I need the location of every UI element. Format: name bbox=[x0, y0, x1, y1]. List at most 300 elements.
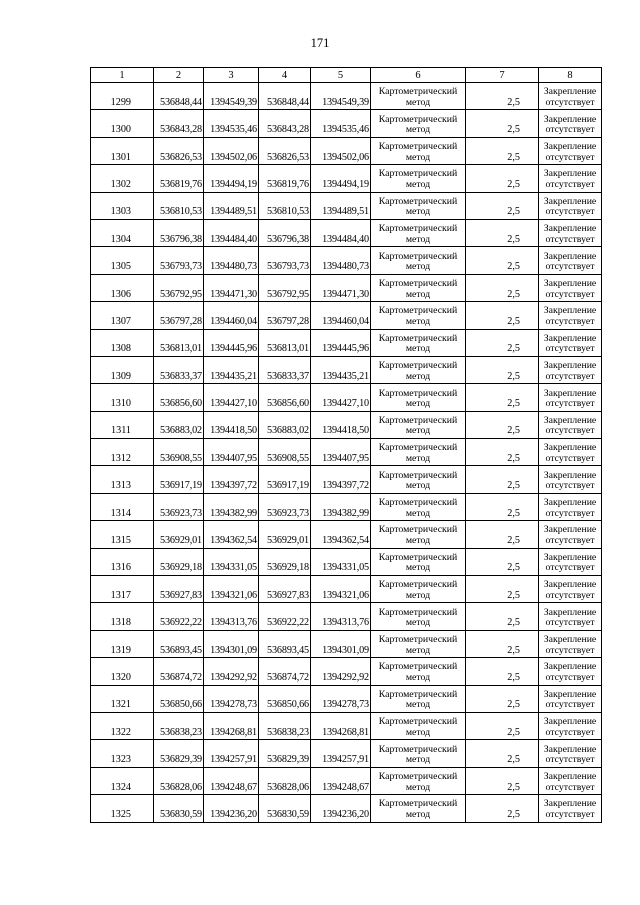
x-coordinate-new-cell: 536927,83 bbox=[259, 576, 311, 603]
point-number-cell: 1303 bbox=[91, 192, 154, 219]
method-cell bbox=[371, 411, 466, 438]
method-cell bbox=[371, 439, 466, 466]
table-row bbox=[91, 795, 602, 822]
x-coordinate-new-cell: 536792,95 bbox=[259, 274, 311, 301]
point-number-cell: 1299 bbox=[91, 83, 154, 110]
x-coordinate-cell: 536833,37 bbox=[154, 356, 204, 383]
fixation-cell bbox=[539, 795, 602, 822]
fixation-line-2: отсутствует bbox=[545, 754, 595, 766]
header-col-4: 4 bbox=[259, 68, 311, 83]
method-cell bbox=[371, 712, 466, 739]
x-coordinate-new-cell: 536813,01 bbox=[259, 329, 311, 356]
x-coordinate-new-cell: 536929,01 bbox=[259, 521, 311, 548]
method-line-1: Картометрический bbox=[378, 223, 458, 235]
point-number-cell: 1302 bbox=[91, 165, 154, 192]
table-body bbox=[91, 83, 602, 823]
method-line-1: Картометрический bbox=[378, 360, 458, 372]
y-coordinate-new-cell: 1394313,76 bbox=[311, 603, 371, 630]
method-line-2: метод bbox=[405, 562, 431, 574]
method-line-2: метод bbox=[405, 699, 431, 711]
point-number-cell: 1314 bbox=[91, 493, 154, 520]
fixation-line-2: отсутствует bbox=[545, 96, 595, 108]
fixation-line-1: Закрепление bbox=[543, 743, 597, 755]
table-row bbox=[91, 658, 602, 685]
accuracy-cell: 2,5 bbox=[466, 411, 539, 438]
x-coordinate-cell: 536829,39 bbox=[154, 740, 204, 767]
fixation-cell bbox=[539, 603, 602, 630]
table-row bbox=[91, 548, 602, 575]
point-number-cell: 1308 bbox=[91, 329, 154, 356]
table-row bbox=[91, 274, 602, 301]
method-line-2: метод bbox=[405, 589, 431, 601]
table-row bbox=[91, 603, 602, 630]
y-coordinate-cell: 1394313,76 bbox=[204, 603, 259, 630]
accuracy-cell: 2,5 bbox=[466, 795, 539, 822]
fixation-cell bbox=[539, 685, 602, 712]
fixation-line-1: Закрепление bbox=[543, 688, 597, 700]
y-coordinate-new-cell: 1394549,39 bbox=[311, 83, 371, 110]
accuracy-cell: 2,5 bbox=[466, 576, 539, 603]
fixation-cell bbox=[539, 658, 602, 685]
accuracy-cell: 2,5 bbox=[466, 740, 539, 767]
point-number-cell: 1313 bbox=[91, 466, 154, 493]
y-coordinate-cell: 1394435,21 bbox=[204, 356, 259, 383]
point-number-cell: 1321 bbox=[91, 685, 154, 712]
x-coordinate-cell: 536929,18 bbox=[154, 548, 204, 575]
x-coordinate-new-cell: 536917,19 bbox=[259, 466, 311, 493]
method-line-1: Картометрический bbox=[378, 551, 458, 563]
fixation-line-2: отсутствует bbox=[545, 398, 595, 410]
table-row bbox=[91, 219, 602, 246]
x-coordinate-new-cell: 536830,59 bbox=[259, 795, 311, 822]
table-row bbox=[91, 137, 602, 164]
point-number-cell: 1324 bbox=[91, 767, 154, 794]
method-cell bbox=[371, 165, 466, 192]
fixation-line-2: отсутствует bbox=[545, 206, 595, 218]
fixation-cell bbox=[539, 576, 602, 603]
fixation-line-1: Закрепление bbox=[543, 86, 597, 98]
fixation-line-1: Закрепление bbox=[543, 770, 597, 782]
fixation-line-2: отсутствует bbox=[545, 452, 595, 464]
accuracy-cell: 2,5 bbox=[466, 493, 539, 520]
point-number-cell: 1300 bbox=[91, 110, 154, 137]
method-line-2: метод bbox=[405, 726, 431, 738]
fixation-cell bbox=[539, 274, 602, 301]
y-coordinate-cell: 1394257,91 bbox=[204, 740, 259, 767]
fixation-line-1: Закрепление bbox=[543, 332, 597, 344]
fixation-cell bbox=[539, 247, 602, 274]
fixation-cell bbox=[539, 411, 602, 438]
fixation-line-2: отсутствует bbox=[545, 808, 595, 820]
fixation-line-2: отсутствует bbox=[545, 178, 595, 190]
x-coordinate-new-cell: 536874,72 bbox=[259, 658, 311, 685]
method-line-1: Картометрический bbox=[378, 743, 458, 755]
method-line-1: Картометрический bbox=[378, 332, 458, 344]
fixation-line-1: Закрепление bbox=[543, 634, 597, 646]
method-line-2: метод bbox=[405, 151, 431, 163]
y-coordinate-new-cell: 1394397,72 bbox=[311, 466, 371, 493]
x-coordinate-cell: 536908,55 bbox=[154, 439, 204, 466]
fixation-cell bbox=[539, 110, 602, 137]
method-cell bbox=[371, 384, 466, 411]
method-line-2: метод bbox=[405, 315, 431, 327]
page-number: 171 bbox=[310, 36, 330, 50]
fixation-line-2: отсутствует bbox=[545, 781, 595, 793]
y-coordinate-new-cell: 1394236,20 bbox=[311, 795, 371, 822]
coordinates-table bbox=[90, 67, 602, 823]
x-coordinate-new-cell: 536810,53 bbox=[259, 192, 311, 219]
fixation-cell bbox=[539, 137, 602, 164]
x-coordinate-new-cell: 536826,53 bbox=[259, 137, 311, 164]
y-coordinate-cell: 1394502,06 bbox=[204, 137, 259, 164]
x-coordinate-cell: 536813,01 bbox=[154, 329, 204, 356]
fixation-line-1: Закрепление bbox=[543, 195, 597, 207]
fixation-cell bbox=[539, 712, 602, 739]
accuracy-cell: 2,5 bbox=[466, 439, 539, 466]
accuracy-cell: 2,5 bbox=[466, 712, 539, 739]
method-line-2: метод bbox=[405, 535, 431, 547]
y-coordinate-cell: 1394248,67 bbox=[204, 767, 259, 794]
table-row bbox=[91, 767, 602, 794]
method-line-1: Картометрический bbox=[378, 168, 458, 180]
fixation-line-1: Закрепление bbox=[543, 360, 597, 372]
y-coordinate-new-cell: 1394301,09 bbox=[311, 630, 371, 657]
point-number-cell: 1317 bbox=[91, 576, 154, 603]
table-row bbox=[91, 329, 602, 356]
method-cell bbox=[371, 247, 466, 274]
method-line-2: метод bbox=[405, 124, 431, 136]
method-line-2: метод bbox=[405, 672, 431, 683]
fixation-cell bbox=[539, 439, 602, 466]
table-row bbox=[91, 521, 602, 548]
accuracy-cell: 2,5 bbox=[466, 548, 539, 575]
table-row bbox=[91, 576, 602, 603]
fixation-line-2: отсутствует bbox=[545, 672, 595, 683]
method-line-1: Картометрический bbox=[378, 277, 458, 289]
x-coordinate-cell: 536797,28 bbox=[154, 302, 204, 329]
method-line-2: метод bbox=[405, 480, 431, 492]
method-line-1: Картометрический bbox=[378, 716, 458, 728]
point-number-cell: 1322 bbox=[91, 712, 154, 739]
x-coordinate-new-cell: 536929,18 bbox=[259, 548, 311, 575]
y-coordinate-new-cell: 1394489,51 bbox=[311, 192, 371, 219]
method-line-1: Картометрический bbox=[378, 606, 458, 618]
table-row bbox=[91, 165, 602, 192]
fixation-line-2: отсутствует bbox=[545, 589, 595, 601]
method-line-1: Картометрический bbox=[378, 195, 458, 207]
x-coordinate-cell: 536922,22 bbox=[154, 603, 204, 630]
method-line-2: метод bbox=[405, 343, 431, 355]
y-coordinate-new-cell: 1394494,19 bbox=[311, 165, 371, 192]
fixation-line-1: Закрепление bbox=[543, 250, 597, 262]
y-coordinate-cell: 1394549,39 bbox=[204, 83, 259, 110]
header-col-3: 3 bbox=[204, 68, 259, 83]
method-line-2: метод bbox=[405, 206, 431, 218]
x-coordinate-cell: 536874,72 bbox=[154, 658, 204, 685]
point-number-cell: 1320 bbox=[91, 658, 154, 685]
fixation-line-2: отсутствует bbox=[545, 617, 595, 629]
fixation-line-1: Закрепление bbox=[543, 442, 597, 454]
accuracy-cell: 2,5 bbox=[466, 466, 539, 493]
x-coordinate-new-cell: 536883,02 bbox=[259, 411, 311, 438]
table-row bbox=[91, 247, 602, 274]
method-line-1: Картометрический bbox=[378, 250, 458, 262]
method-line-1: Картометрический bbox=[378, 770, 458, 782]
fixation-line-1: Закрепление bbox=[543, 168, 597, 180]
x-coordinate-cell: 536819,76 bbox=[154, 165, 204, 192]
fixation-cell bbox=[539, 356, 602, 383]
accuracy-cell: 2,5 bbox=[466, 658, 539, 685]
x-coordinate-cell: 536843,28 bbox=[154, 110, 204, 137]
table-row bbox=[91, 493, 602, 520]
fixation-line-2: отсутствует bbox=[545, 644, 595, 656]
accuracy-cell: 2,5 bbox=[466, 274, 539, 301]
x-coordinate-new-cell: 536856,60 bbox=[259, 384, 311, 411]
y-coordinate-cell: 1394278,73 bbox=[204, 685, 259, 712]
y-coordinate-cell: 1394268,81 bbox=[204, 712, 259, 739]
method-line-2: метод bbox=[405, 425, 431, 437]
method-line-1: Картометрический bbox=[378, 579, 458, 591]
table-row bbox=[91, 110, 602, 137]
accuracy-cell: 2,5 bbox=[466, 329, 539, 356]
fixation-line-2: отсутствует bbox=[545, 699, 595, 711]
fixation-line-2: отсутствует bbox=[545, 124, 595, 136]
y-coordinate-new-cell: 1394418,50 bbox=[311, 411, 371, 438]
method-cell bbox=[371, 137, 466, 164]
y-coordinate-cell: 1394535,46 bbox=[204, 110, 259, 137]
fixation-line-2: отсутствует bbox=[545, 261, 595, 273]
fixation-line-2: отсутствует bbox=[545, 562, 595, 574]
y-coordinate-new-cell: 1394382,99 bbox=[311, 493, 371, 520]
accuracy-cell: 2,5 bbox=[466, 137, 539, 164]
accuracy-cell: 2,5 bbox=[466, 192, 539, 219]
accuracy-cell: 2,5 bbox=[466, 356, 539, 383]
table-row bbox=[91, 740, 602, 767]
fixation-cell bbox=[539, 630, 602, 657]
y-coordinate-new-cell: 1394407,95 bbox=[311, 439, 371, 466]
method-cell bbox=[371, 767, 466, 794]
point-number-cell: 1301 bbox=[91, 137, 154, 164]
point-number-cell: 1307 bbox=[91, 302, 154, 329]
table-row bbox=[91, 466, 602, 493]
method-cell bbox=[371, 192, 466, 219]
y-coordinate-new-cell: 1394535,46 bbox=[311, 110, 371, 137]
point-number-cell: 1323 bbox=[91, 740, 154, 767]
method-line-2: метод bbox=[405, 617, 431, 629]
point-number-cell: 1306 bbox=[91, 274, 154, 301]
method-line-2: метод bbox=[405, 644, 431, 656]
y-coordinate-cell: 1394494,19 bbox=[204, 165, 259, 192]
method-cell bbox=[371, 302, 466, 329]
method-line-2: метод bbox=[405, 178, 431, 190]
y-coordinate-new-cell: 1394321,06 bbox=[311, 576, 371, 603]
method-line-1: Картометрический bbox=[378, 688, 458, 700]
y-coordinate-cell: 1394407,95 bbox=[204, 439, 259, 466]
accuracy-cell: 2,5 bbox=[466, 165, 539, 192]
method-cell bbox=[371, 795, 466, 822]
method-cell bbox=[371, 630, 466, 657]
point-number-cell: 1319 bbox=[91, 630, 154, 657]
table-row bbox=[91, 411, 602, 438]
y-coordinate-new-cell: 1394257,91 bbox=[311, 740, 371, 767]
x-coordinate-cell: 536796,38 bbox=[154, 219, 204, 246]
y-coordinate-new-cell: 1394427,10 bbox=[311, 384, 371, 411]
fixation-cell bbox=[539, 466, 602, 493]
method-line-1: Картометрический bbox=[378, 798, 458, 810]
fixation-line-1: Закрепление bbox=[543, 140, 597, 152]
method-line-1: Картометрический bbox=[378, 86, 458, 98]
accuracy-cell: 2,5 bbox=[466, 603, 539, 630]
fixation-line-2: отсутствует bbox=[545, 370, 595, 382]
fixation-line-1: Закрепление bbox=[543, 798, 597, 810]
method-cell bbox=[371, 219, 466, 246]
method-line-2: метод bbox=[405, 261, 431, 273]
header-col-7: 7 bbox=[466, 68, 539, 83]
y-coordinate-new-cell: 1394331,05 bbox=[311, 548, 371, 575]
x-coordinate-new-cell: 536793,73 bbox=[259, 247, 311, 274]
fixation-cell bbox=[539, 219, 602, 246]
fixation-line-1: Закрепление bbox=[543, 305, 597, 317]
y-coordinate-cell: 1394480,73 bbox=[204, 247, 259, 274]
y-coordinate-new-cell: 1394445,96 bbox=[311, 329, 371, 356]
method-cell bbox=[371, 274, 466, 301]
y-coordinate-new-cell: 1394248,67 bbox=[311, 767, 371, 794]
table-row bbox=[91, 192, 602, 219]
header-col-6: 6 bbox=[371, 68, 466, 83]
fixation-line-1: Закрепление bbox=[543, 551, 597, 563]
point-number-cell: 1304 bbox=[91, 219, 154, 246]
x-coordinate-new-cell: 536828,06 bbox=[259, 767, 311, 794]
x-coordinate-cell: 536850,66 bbox=[154, 685, 204, 712]
x-coordinate-new-cell: 536850,66 bbox=[259, 685, 311, 712]
header-col-5: 5 bbox=[311, 68, 371, 83]
fixation-line-1: Закрепление bbox=[543, 387, 597, 399]
x-coordinate-cell: 536848,44 bbox=[154, 83, 204, 110]
x-coordinate-cell: 536826,53 bbox=[154, 137, 204, 164]
y-coordinate-cell: 1394301,09 bbox=[204, 630, 259, 657]
accuracy-cell: 2,5 bbox=[466, 110, 539, 137]
accuracy-cell: 2,5 bbox=[466, 521, 539, 548]
table-header-row bbox=[91, 68, 602, 83]
fixation-line-2: отсутствует bbox=[545, 480, 595, 492]
x-coordinate-new-cell: 536819,76 bbox=[259, 165, 311, 192]
table-row bbox=[91, 302, 602, 329]
x-coordinate-cell: 536929,01 bbox=[154, 521, 204, 548]
method-cell bbox=[371, 521, 466, 548]
x-coordinate-new-cell: 536908,55 bbox=[259, 439, 311, 466]
fixation-cell bbox=[539, 83, 602, 110]
fixation-cell bbox=[539, 493, 602, 520]
y-coordinate-new-cell: 1394480,73 bbox=[311, 247, 371, 274]
point-number-cell: 1309 bbox=[91, 356, 154, 383]
x-coordinate-new-cell: 536922,22 bbox=[259, 603, 311, 630]
method-line-1: Картометрический bbox=[378, 469, 458, 481]
accuracy-cell: 2,5 bbox=[466, 767, 539, 794]
x-coordinate-new-cell: 536848,44 bbox=[259, 83, 311, 110]
fixation-line-1: Закрепление bbox=[543, 606, 597, 618]
x-coordinate-new-cell: 536833,37 bbox=[259, 356, 311, 383]
point-number-cell: 1311 bbox=[91, 411, 154, 438]
x-coordinate-cell: 536856,60 bbox=[154, 384, 204, 411]
y-coordinate-cell: 1394331,05 bbox=[204, 548, 259, 575]
header-col-1: 1 bbox=[91, 68, 154, 83]
fixation-line-2: отсутствует bbox=[545, 425, 595, 437]
method-line-1: Картометрический bbox=[378, 113, 458, 125]
point-number-cell: 1318 bbox=[91, 603, 154, 630]
y-coordinate-cell: 1394445,96 bbox=[204, 329, 259, 356]
y-coordinate-new-cell: 1394502,06 bbox=[311, 137, 371, 164]
y-coordinate-cell: 1394362,54 bbox=[204, 521, 259, 548]
y-coordinate-cell: 1394460,04 bbox=[204, 302, 259, 329]
method-line-1: Картометрический bbox=[378, 414, 458, 426]
fixation-line-2: отсутствует bbox=[545, 233, 595, 245]
y-coordinate-cell: 1394471,30 bbox=[204, 274, 259, 301]
table-row bbox=[91, 630, 602, 657]
method-cell bbox=[371, 658, 466, 685]
y-coordinate-cell: 1394489,51 bbox=[204, 192, 259, 219]
y-coordinate-cell: 1394292,92 bbox=[204, 658, 259, 685]
y-coordinate-new-cell: 1394362,54 bbox=[311, 521, 371, 548]
method-line-2: метод bbox=[405, 288, 431, 300]
method-line-1: Картометрический bbox=[378, 661, 458, 673]
fixation-line-2: отсутствует bbox=[545, 535, 595, 547]
fixation-line-1: Закрепление bbox=[543, 223, 597, 235]
header-col-2: 2 bbox=[154, 68, 204, 83]
method-cell bbox=[371, 548, 466, 575]
x-coordinate-new-cell: 536923,73 bbox=[259, 493, 311, 520]
y-coordinate-new-cell: 1394471,30 bbox=[311, 274, 371, 301]
fixation-line-2: отсутствует bbox=[545, 288, 595, 300]
header-col-8: 8 bbox=[539, 68, 602, 83]
x-coordinate-cell: 536923,73 bbox=[154, 493, 204, 520]
fixation-line-1: Закрепление bbox=[543, 113, 597, 125]
y-coordinate-cell: 1394484,40 bbox=[204, 219, 259, 246]
x-coordinate-cell: 536838,23 bbox=[154, 712, 204, 739]
fixation-line-2: отсутствует bbox=[545, 151, 595, 163]
y-coordinate-new-cell: 1394292,92 bbox=[311, 658, 371, 685]
y-coordinate-new-cell: 1394278,73 bbox=[311, 685, 371, 712]
accuracy-cell: 2,5 bbox=[466, 685, 539, 712]
method-line-2: метод bbox=[405, 781, 431, 793]
accuracy-cell: 2,5 bbox=[466, 219, 539, 246]
method-cell bbox=[371, 466, 466, 493]
method-line-1: Картометрический bbox=[378, 524, 458, 536]
point-number-cell: 1325 bbox=[91, 795, 154, 822]
y-coordinate-cell: 1394382,99 bbox=[204, 493, 259, 520]
accuracy-cell: 2,5 bbox=[466, 247, 539, 274]
method-line-1: Картометрический bbox=[378, 634, 458, 646]
method-line-2: метод bbox=[405, 507, 431, 519]
fixation-cell bbox=[539, 165, 602, 192]
x-coordinate-new-cell: 536843,28 bbox=[259, 110, 311, 137]
y-coordinate-cell: 1394427,10 bbox=[204, 384, 259, 411]
x-coordinate-cell: 536883,02 bbox=[154, 411, 204, 438]
fixation-cell bbox=[539, 767, 602, 794]
method-cell bbox=[371, 83, 466, 110]
x-coordinate-new-cell: 536838,23 bbox=[259, 712, 311, 739]
method-cell bbox=[371, 685, 466, 712]
method-line-1: Картометрический bbox=[378, 305, 458, 317]
accuracy-cell: 2,5 bbox=[466, 83, 539, 110]
fixation-line-2: отсутствует bbox=[545, 343, 595, 355]
method-line-2: метод bbox=[405, 398, 431, 410]
method-line-2: метод bbox=[405, 452, 431, 464]
fixation-cell bbox=[539, 548, 602, 575]
method-line-1: Картометрический bbox=[378, 442, 458, 454]
x-coordinate-cell: 536792,95 bbox=[154, 274, 204, 301]
method-line-1: Картометрический bbox=[378, 387, 458, 399]
accuracy-cell: 2,5 bbox=[466, 302, 539, 329]
